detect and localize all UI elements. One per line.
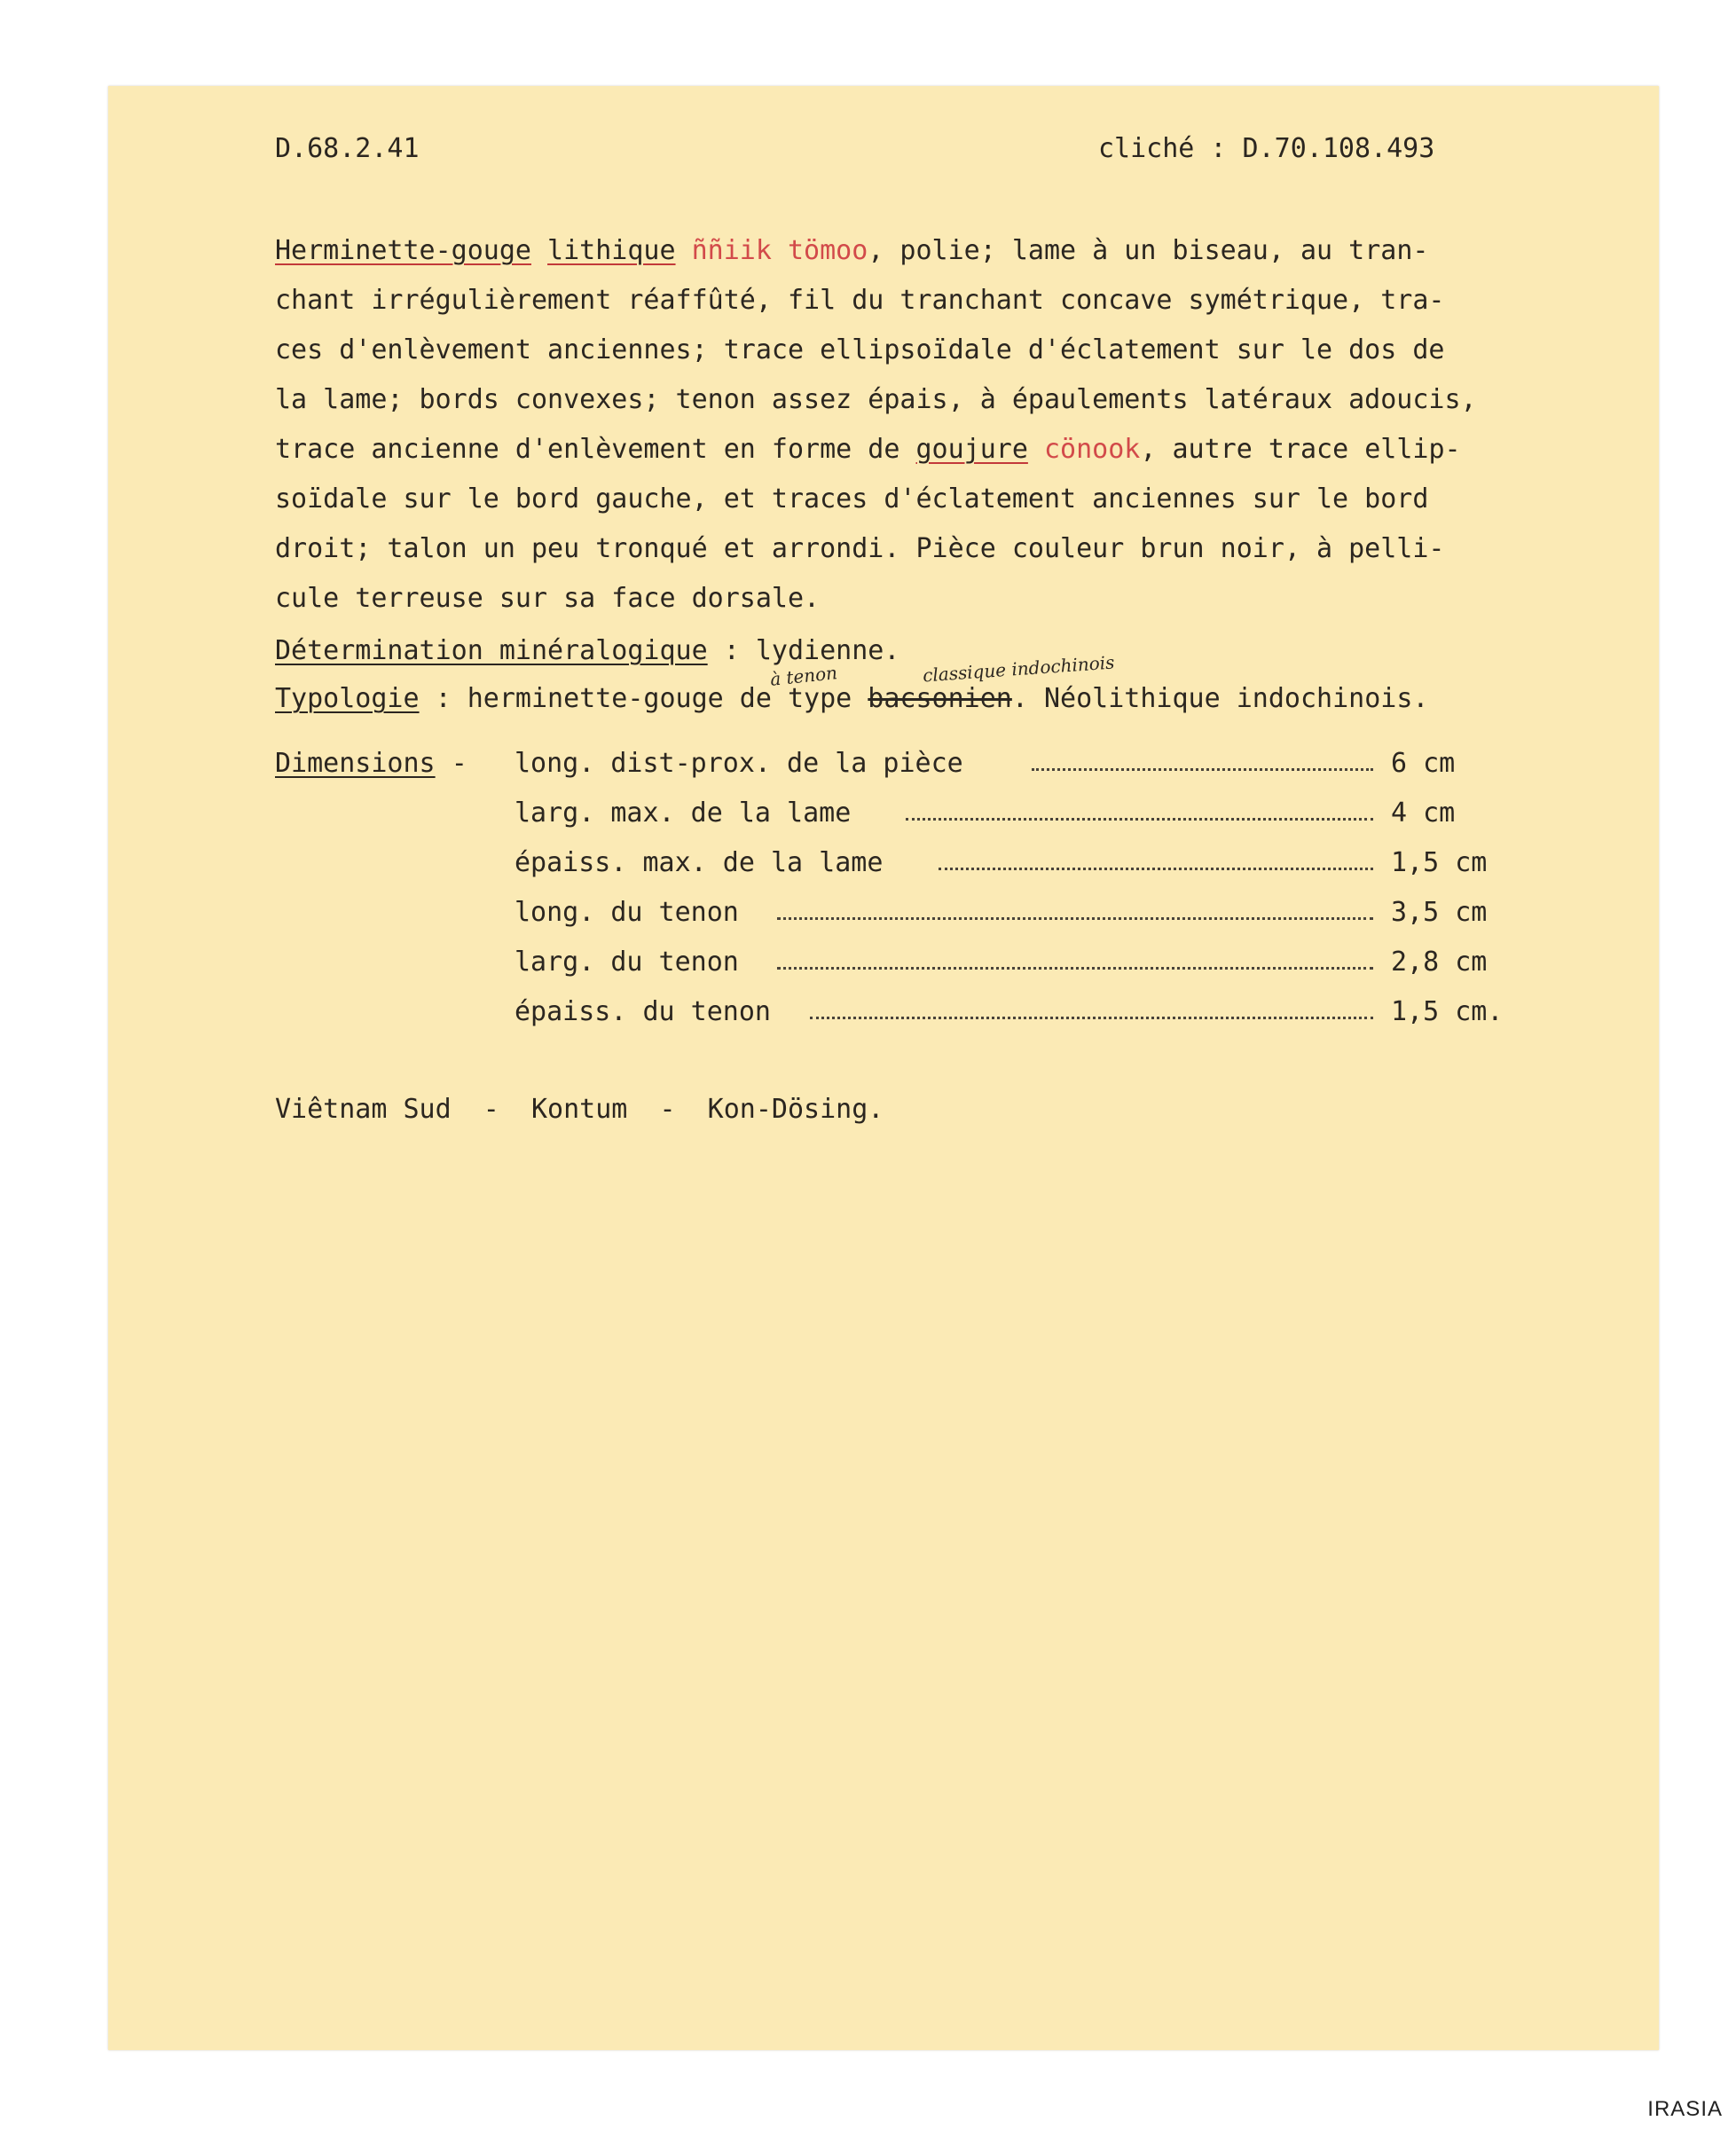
typology-part1: : herminette-gouge de type <box>419 683 868 714</box>
dimensions-label-line <box>275 750 467 777</box>
dimension-value-4: 3,5 cm <box>1391 897 1488 928</box>
dot-leader-3 <box>939 862 1373 870</box>
description-line-3: ces d'enlèvement anciennes; trace ellipsoïdale d'éclatement sur le dos de <box>275 334 1445 365</box>
typology-part2: . Néolithique indochinois. <box>1011 683 1429 714</box>
description-line-4: la lame; bords convexes; tenon assez épais, à épaulements latéraux adoucis, <box>275 384 1477 415</box>
vernacular-term-1: ññiik tömoo <box>691 235 868 266</box>
description-paragraph <box>275 226 1619 624</box>
term-lithique: lithique <box>547 235 676 266</box>
line5-end: , autre trace ellip- <box>1140 434 1461 465</box>
description-line-8: cule terreuse sur sa face dorsale. <box>275 583 821 614</box>
dimension-label-2: larg. max. de la lame <box>515 797 852 829</box>
description-line-2: chant irrégulièrement réaffûté, fil du tranchant concave symétrique, tra- <box>275 285 1445 316</box>
cliche-reference: cliché : D.70.108.493 <box>1098 133 1435 164</box>
mineralogy-line <box>275 635 900 666</box>
mineralogy-label: Détermination minéralogique <box>275 635 708 666</box>
dimension-value-6: 1,5 cm. <box>1391 996 1504 1027</box>
description-line-5 <box>275 425 1619 475</box>
dimension-label-5: larg. du tenon <box>515 947 739 978</box>
inventory-number: D.68.2.41 <box>275 133 420 164</box>
location-line: Viêtnam Sud - Kontum - Kon-Dösing. <box>275 1094 884 1125</box>
dimension-label-1: long. dist-prox. de la pièce <box>515 748 963 779</box>
dot-leader-5 <box>777 962 1373 970</box>
handwritten-insert-a-tenon: à tenon <box>768 662 839 690</box>
mineralogy-value: : lydienne. <box>707 635 900 666</box>
typology-struck-term: bacsonien <box>868 683 1012 714</box>
typology-label: Typologie <box>275 683 420 714</box>
dot-leader-1 <box>1032 763 1373 771</box>
handwritten-insert-classique: classique indochinois <box>922 651 1116 687</box>
dimension-label-3: épaiss. max. de la lame <box>515 847 884 878</box>
dimensions-dash: - <box>451 748 467 779</box>
term-goujure: goujure <box>915 434 1028 465</box>
line1-rest: , polie; lame à un biseau, au tran- <box>868 235 1429 266</box>
description-line-6: soïdale sur le bord gauche, et traces d'éclatement anciennes sur le bord <box>275 483 1429 515</box>
vernacular-term-2: cönook <box>1043 434 1141 465</box>
dot-leader-2 <box>906 813 1373 821</box>
dimension-value-3: 1,5 cm <box>1391 847 1488 878</box>
irasia-watermark: IRASIA <box>1647 2097 1723 2121</box>
dot-leader-6 <box>810 1011 1373 1019</box>
dimension-value-2: 4 cm <box>1391 797 1456 829</box>
description-line-7: droit; talon un peu tronqué et arrondi. Pièce couleur brun noir, à pelli- <box>275 533 1445 564</box>
dimensions-label: Dimensions <box>275 748 436 779</box>
dimension-label-4: long. du tenon <box>515 897 739 928</box>
typology-line <box>275 683 1429 714</box>
description-line-1 <box>275 226 1619 276</box>
dimension-value-1: 6 cm <box>1391 748 1456 779</box>
dimension-label-6: épaiss. du tenon <box>515 996 771 1027</box>
term-herminette-gouge: Herminette-gouge <box>275 235 531 266</box>
dot-leader-4 <box>777 912 1373 920</box>
dimension-value-5: 2,8 cm <box>1391 947 1488 978</box>
line5-start: trace ancienne d'enlèvement en forme de <box>275 434 916 465</box>
